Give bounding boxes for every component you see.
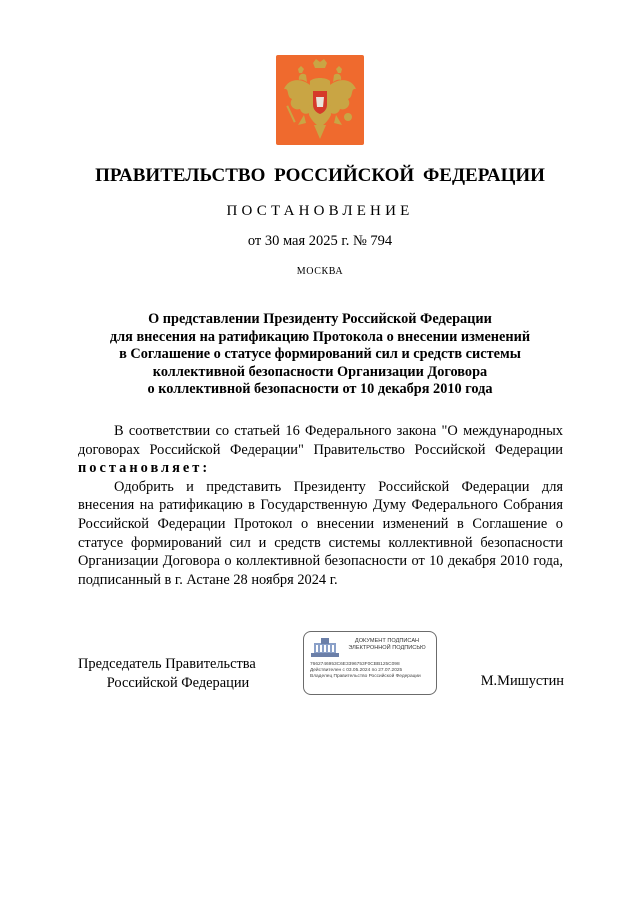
- certificate-serial: 7662746953C6E3396753F0CBB125C098: [310, 662, 400, 667]
- certificate-validity: Действителен с 03.05.2024 по 27.07.2025: [310, 668, 403, 674]
- subject-line: для внесения на ратификацию Протокола о внесении изменений: [109, 328, 531, 345]
- decree-keyword: постановляет:: [78, 460, 211, 477]
- date-and-number: от 30 мая 2025 г. № 794: [247, 233, 393, 249]
- russian-coat-of-arms-icon: [276, 55, 364, 145]
- stamp-title-line: ДОКУМЕНТ ПОДПИСАН: [354, 638, 420, 644]
- subject-line: О представлении Президенту Российской Федерации: [148, 311, 492, 327]
- document-body: [78, 422, 563, 589]
- document-subject: [60, 311, 580, 399]
- certificate-owner: Владелец Правительство Российской Федерации: [310, 674, 421, 680]
- stamp-details: [310, 662, 434, 681]
- document-type: ПОСТАНОВЛЕНИЕ: [226, 203, 414, 219]
- government-title: ПРАВИТЕЛЬСТВО РОССИЙСКОЙ ФЕДЕРАЦИИ: [95, 165, 545, 186]
- subject-line: о коллективной безопасности от 10 декабря 2010 года: [147, 381, 493, 398]
- position-line: Российской Федерации: [106, 674, 250, 691]
- stamp-title-line: ЭЛЕКТРОННОЙ ПОДПИСЬЮ: [348, 645, 426, 652]
- city: МОСКВА: [296, 266, 344, 277]
- stamp-title: [340, 638, 434, 652]
- operative-paragraph: Одобрить и представить Президенту Российской Федерации для внесения на ратификацию в Государственную Думу Федерального Собрания Российской Федерации Протокол о внесении изменений в Соглашение о статусе формирований сил и средств системы коллективной безопасности Организации Договора о коллективной безопасности от 10 декабря 2010 года, подписанный в г. Астане 28 ноября 2024 г.: [78, 478, 563, 588]
- subject-line: в Соглашение о статусе формирований сил и средств системы: [119, 346, 521, 363]
- government-building-icon: [310, 637, 340, 659]
- preamble-paragraph: [78, 422, 563, 478]
- subject-line: коллективной безопасности Организации Договора: [152, 363, 488, 380]
- electronic-signature-stamp: [303, 631, 437, 695]
- signatory-position: [78, 655, 278, 692]
- position-line: Председатель Правительства: [78, 656, 256, 672]
- signatory-name: М.Мишустин: [480, 673, 564, 689]
- preamble-text: В соответствии со статьей 16 Федерального закона "О международных договорах Российской Федерации" Правительство Российской Федерации: [78, 423, 563, 458]
